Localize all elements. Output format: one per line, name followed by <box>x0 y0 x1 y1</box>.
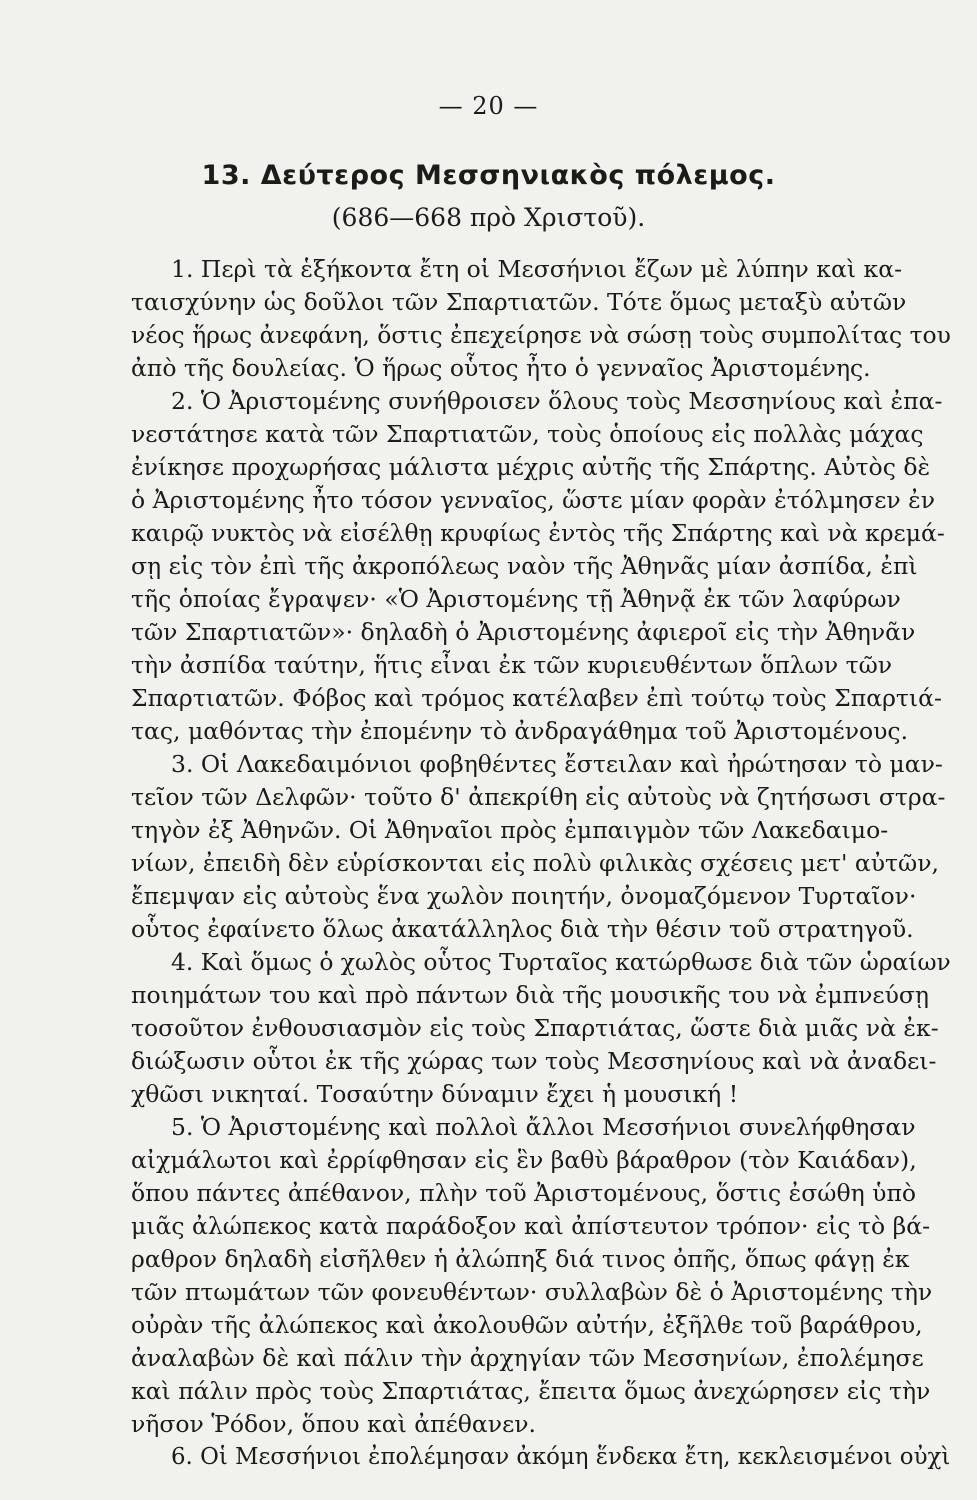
text-line: 2. Ὁ Ἀριστομένης συνήθροισεν ὅλους τοὺς Μεσσηνίους καὶ ἐπα- <box>171 387 943 415</box>
text-line: σῃ εἰς τὸν ἐπὶ τῆς ἀκροπόλεως ναὸν τῆς Ἀθηνᾶς μίαν ἀσπίδα, ἐπὶ <box>131 552 918 580</box>
text-line: ἐνίκησε προχωρήσας μάλιστα μέχρις αὐτῆς τῆς Σπάρτης. Αὐτὸς δὲ <box>131 453 931 481</box>
body-text <box>131 253 951 1474</box>
text-line: τῆς ὁποίας ἔγραψεν· «Ὁ Ἀριστομένης τῇ Ἀθηνᾷ ἐκ τῶν λαφύρων <box>131 585 901 613</box>
text-line: τοσοῦτον ἐνθουσιασμὸν εἰς τοὺς Σπαρτιάτας, ὥστε διὰ μιᾶς νὰ ἐκ- <box>131 1014 939 1042</box>
text-line: μιᾶς ἀλώπεκος κατὰ παράδοξον καὶ ἀπίστευτον τρόπον· εἰς τὸ βά- <box>131 1212 931 1240</box>
text-line: ἀναλαβὼν δὲ καὶ πάλιν τὴν ἀρχηγίαν τῶν Μεσσηνίων, ἐπολέμησε <box>131 1344 924 1372</box>
section-subtitle: (686—668 πρὸ Χριστοῦ). <box>331 203 646 232</box>
page-number: — 20 — <box>438 92 539 120</box>
text-line: ὁ Ἀριστομένης ἦτο τόσον γενναῖος, ὥστε μίαν φορὰν ἐτόλμησεν ἐν <box>131 486 936 514</box>
text-line: 5. Ὁ Ἀριστομένης καὶ πολλοὶ ἄλλοι Μεσσήνιοι συνελήφθησαν <box>171 1113 916 1141</box>
text-line: ραθρον δηλαδὴ εἰσῆλθεν ἡ ἀλώπηξ διά τινος ὀπῆς, ὅπως φάγῃ ἐκ <box>131 1245 910 1273</box>
text-line: τῶν πτωμάτων τῶν φονευθέντων· συλλαβὼν δὲ ὁ Ἀριστομένης τὴν <box>131 1278 933 1306</box>
text-line: ταισχύνην ὡς δοῦλοι τῶν Σπαρτιατῶν. Τότε ὅμως μεταξὺ αὐτῶν <box>131 288 907 316</box>
text-line: τηγὸν ἐξ Ἀθηνῶν. Οἱ Ἀθηναῖοι πρὸς ἐμπαιγμὸν τῶν Λακεδαιμο- <box>131 816 889 844</box>
text-line: αἰχμάλωτοι καὶ ἐρρίφθησαν εἰς ἓν βαθὺ βάραθρον (τὸν Καιάδαν), <box>131 1146 917 1174</box>
text-line: ποιημάτων του καὶ πρὸ πάντων διὰ τῆς μουσικῆς του νὰ ἐμπνεύσῃ <box>131 981 929 1009</box>
text-line: ἔπεμψαν εἰς αὐτοὺς ἕνα χωλὸν ποιητήν, ὀνομαζόμενον Τυρταῖον· <box>131 882 917 910</box>
text-line: καιρῷ νυκτὸς νὰ εἰσέλθῃ κρυφίως ἐντὸς τῆς Σπάρτης καὶ νὰ κρεμά- <box>131 519 945 547</box>
text-line: 6. Οἱ Μεσσήνιοι ἐπολέμησαν ἀκόμη ἕνδεκα ἔτη, κεκλεισμένοι οὐχὶ <box>171 1444 951 1470</box>
text-line: τῶν Σπαρτιατῶν»· δηλαδὴ ὁ Ἀριστομένης ἀφιεροῖ εἰς τὴν Ἀθηνᾶν <box>131 618 916 646</box>
section-title: 13. Δεύτερος Μεσσηνιακὸς πόλεμος. <box>201 160 776 191</box>
text-line: τεῖον τῶν Δελφῶν· τοῦτο δ' ἀπεκρίθη εἰς αὐτοὺς νὰ ζητήσωσι στρα- <box>131 783 946 811</box>
text-line: τὴν ἀσπίδα ταύτην, ἥτις εἶναι ἐκ τῶν κυριευθέντων ὅπλων τῶν <box>131 651 893 679</box>
text-line: νέος ἥρως ἀνεφάνη, ὅστις ἐπεχείρησε νὰ σώσῃ τοὺς συμπολίτας του <box>131 321 951 349</box>
text-line: διώξωσιν οὗτοι ἐκ τῆς χώρας των τοὺς Μεσσηνίους καὶ νὰ ἀναδει- <box>131 1047 937 1075</box>
text-line: Σπαρτιατῶν. Φόβος καὶ τρόμος κατέλαβεν ἐπὶ τούτῳ τοὺς Σπαρτιά- <box>131 684 942 712</box>
text-line: νεστάτησε κατὰ τῶν Σπαρτιατῶν, τοὺς ὁποίους εἰς πολλὰς μάχας <box>131 420 924 448</box>
text-line: τας, μαθόντας τὴν ἐπομένην τὸ ἀνδραγάθημα τοῦ Ἀριστομένους. <box>131 717 909 745</box>
text-line: ἀπὸ τῆς δουλείας. Ὁ ἥρως οὗτος ἦτο ὁ γενναῖος Ἀριστομένης. <box>131 354 871 382</box>
text-line: καὶ πάλιν πρὸς τοὺς Σπαρτιάτας, ἔπειτα ὅμως ἀνεχώρησεν εἰς τὴν <box>131 1377 931 1405</box>
text-line: νίων, ἐπειδὴ δὲν εὑρίσκονται εἰς πολὺ φιλικὰς σχέσεις μετ' αὐτῶν, <box>131 849 939 877</box>
text-line: οὐρὰν τῆς ἀλώπεκος καὶ ἀκολουθῶν αὐτήν, ἐξῆλθε τοῦ βαράθρου, <box>131 1311 923 1339</box>
text-line: 4. Καὶ ὅμως ὁ χωλὸς οὗτος Τυρταῖος κατώρθωσε διὰ τῶν ὡραίων <box>171 948 951 976</box>
text-line: 1. Περὶ τὰ ἑξήκοντα ἔτη οἱ Μεσσήνιοι ἔζων μὲ λύπην καὶ κα- <box>171 255 903 283</box>
text-line: ὅπου πάντες ἀπέθανον, πλὴν τοῦ Ἀριστομένους, ὅστις ἐσώθη ὑπὸ <box>131 1179 917 1207</box>
text-line: 3. Οἱ Λακεδαιμόνιοι φοβηθέντες ἔστειλαν καὶ ἠρώτησαν τὸ μαν- <box>171 750 943 778</box>
text-line: χθῶσι νικηταί. Τοσαύτην δύναμιν ἔχει ἡ μουσική ! <box>131 1080 739 1108</box>
text-line: νῆσον Ῥόδον, ὅπου καὶ ἀπέθανεν. <box>131 1410 537 1438</box>
text-line: οὗτος ἐφαίνετο ὅλως ἀκατάλληλος διὰ τὴν θέσιν τοῦ στρατηγοῦ. <box>131 915 914 943</box>
